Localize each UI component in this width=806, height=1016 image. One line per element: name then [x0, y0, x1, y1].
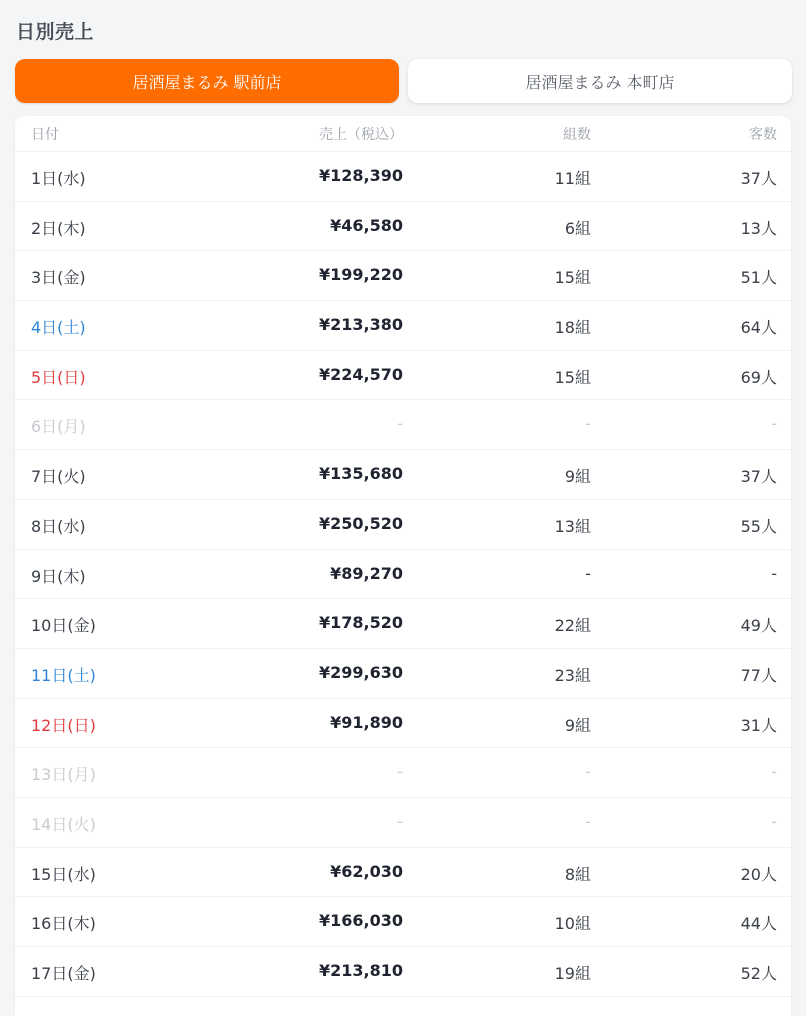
groups-cell: 6組	[564, 218, 591, 238]
date-cell: 8日(水)	[31, 516, 86, 536]
store-tabs	[15, 59, 792, 103]
column-header-guests: 客数	[749, 127, 777, 143]
date-cell: 14日(火)	[31, 814, 96, 834]
table-row	[15, 400, 791, 450]
column-header-date: 日付	[31, 127, 59, 143]
sales-cell: -	[397, 762, 403, 782]
table-row	[15, 351, 791, 401]
groups-cell: 10組	[554, 914, 591, 934]
guests-cell: 13人	[740, 218, 777, 238]
guests-cell: 64人	[740, 318, 777, 338]
guests-cell: 37人	[740, 169, 777, 188]
sales-cell: ¥250,520	[318, 513, 403, 533]
sales-cell: -	[397, 414, 403, 434]
date-cell: 11日(土)	[31, 665, 96, 685]
daily-sales-table	[15, 116, 791, 1016]
groups-cell: -	[585, 811, 591, 831]
date-cell: 3日(金)	[31, 268, 86, 288]
groups-cell: -	[585, 414, 591, 434]
groups-cell: 15組	[554, 367, 591, 387]
groups-cell: 23組	[554, 665, 591, 685]
date-cell: 15日(水)	[31, 864, 96, 884]
date-cell: 6日(月)	[31, 417, 86, 437]
table-row	[15, 599, 791, 649]
tab-store-honmachi[interactable]: 居酒屋まるみ 本町店	[408, 59, 792, 103]
groups-cell: 8組	[564, 864, 591, 884]
date-cell: 7日(火)	[31, 467, 86, 487]
table-row	[15, 550, 791, 600]
date-cell: 17日(金)	[31, 964, 96, 983]
date-cell: 13日(月)	[31, 765, 96, 785]
sales-cell: ¥62,030	[330, 861, 403, 881]
table-row	[15, 649, 791, 699]
sales-cell: ¥213,810	[318, 961, 403, 980]
groups-cell: 9組	[564, 715, 591, 735]
table-row	[15, 897, 791, 947]
groups-cell: 19組	[554, 964, 591, 983]
guests-cell: 77人	[740, 665, 777, 685]
table-row	[15, 152, 791, 202]
sales-cell: ¥135,680	[318, 464, 403, 484]
guests-cell: 69人	[740, 367, 777, 387]
guests-cell: 37人	[740, 467, 777, 487]
groups-cell: -	[585, 563, 591, 583]
sales-cell: ¥91,890	[330, 712, 403, 732]
guests-cell: 55人	[740, 516, 777, 536]
column-header-groups: 組数	[563, 127, 591, 143]
guests-cell: 51人	[740, 268, 777, 288]
guests-cell: 49人	[740, 616, 777, 636]
guests-cell: 31人	[740, 715, 777, 735]
sales-cell: ¥224,570	[318, 364, 403, 384]
sales-cell: ¥46,580	[330, 215, 403, 235]
guests-cell: 52人	[740, 964, 777, 983]
date-cell: 12日(日)	[31, 715, 96, 735]
sales-cell: ¥299,630	[318, 662, 403, 682]
sales-cell: ¥166,030	[318, 911, 403, 931]
table-row	[15, 748, 791, 798]
table-row	[15, 798, 791, 848]
table-row	[15, 202, 791, 252]
groups-cell: -	[585, 762, 591, 782]
date-cell: 1日(水)	[31, 169, 86, 188]
sales-cell: -	[397, 811, 403, 831]
groups-cell: 15組	[554, 268, 591, 288]
guests-cell: -	[771, 414, 777, 434]
sales-cell: ¥89,270	[330, 563, 403, 583]
guests-cell: 44人	[740, 914, 777, 934]
table-row	[15, 699, 791, 749]
groups-cell: 13組	[554, 516, 591, 536]
sales-cell: ¥178,520	[318, 613, 403, 633]
table-row	[15, 450, 791, 500]
date-cell: 9日(木)	[31, 566, 86, 586]
table-row	[15, 947, 791, 997]
table-row	[15, 251, 791, 301]
table-row	[15, 500, 791, 550]
guests-cell: 20人	[740, 864, 777, 884]
date-cell: 10日(金)	[31, 616, 96, 636]
table-row	[15, 301, 791, 351]
groups-cell: 22組	[554, 616, 591, 636]
section-title: 日別売上	[16, 21, 95, 43]
date-cell: 2日(木)	[31, 218, 86, 238]
tab-store-ekimae[interactable]: 居酒屋まるみ 駅前店	[15, 59, 399, 103]
table-row	[15, 848, 791, 898]
guests-cell: -	[771, 811, 777, 831]
table-header	[15, 116, 791, 152]
guests-cell: -	[771, 563, 777, 583]
guests-cell: -	[771, 762, 777, 782]
sales-cell: ¥213,380	[318, 315, 403, 335]
groups-cell: 18組	[554, 318, 591, 338]
date-cell: 16日(木)	[31, 914, 96, 934]
date-cell: 5日(日)	[31, 367, 86, 387]
groups-cell: 9組	[564, 467, 591, 487]
sales-cell: ¥199,220	[318, 265, 403, 285]
table-body	[15, 152, 791, 997]
column-header-sales: 売上（税込）	[319, 127, 403, 143]
groups-cell: 11組	[554, 169, 591, 188]
date-cell: 4日(土)	[31, 318, 86, 338]
sales-cell: ¥128,390	[318, 166, 403, 185]
